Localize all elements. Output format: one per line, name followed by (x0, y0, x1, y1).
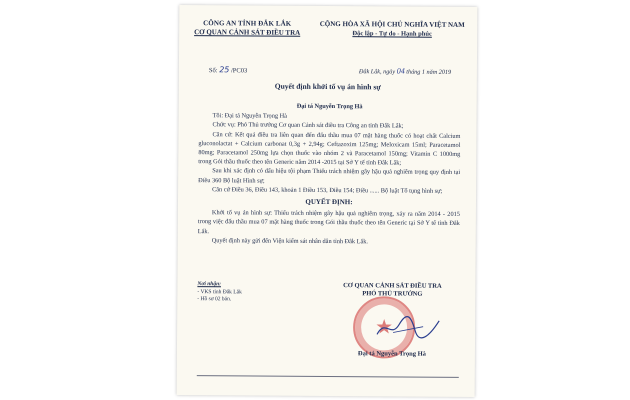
date-day: 04 (396, 66, 405, 76)
recipients-label: Nơi nhận: (197, 281, 222, 288)
footnotes (197, 375, 459, 384)
document-body (198, 101, 461, 247)
paragraph-finding: Sau khi xác định có dấu hiệu tội phạm Thiếu trách nhiệm gây hậu quả nghiêm trọng quy định tại Điều 360 Bộ luật Hình sự; (198, 167, 461, 185)
paragraph-decision: Khởi tố vụ án hình sự: Thiếu trách nhiệm gây hậu quả nghiêm trọng, xảy ra năm 2014 - 2015 trong việc đấu thầu mua 07 mặt hàng thuốc trong Gói thầu thuốc theo tên Generic tại Sở Y tế tỉnh Đắk Lắk. (197, 209, 460, 235)
paragraph-position: Chức vụ: Phó Thủ trưởng Cơ quan Cảnh sát điều tra Công an tỉnh Đắk Lắk; (212, 121, 404, 130)
paragraph-send-to: Quyết định này gửi đến Viện kiểm sát nhân dân tỉnh Đắk Lắk. (211, 237, 369, 246)
sign-position: PHÓ THỦ TRƯỞNG (362, 290, 423, 298)
document-number (209, 65, 247, 74)
date-place: Đắk Lắk, ngày (358, 68, 396, 76)
motto: Độc lập - Tự do - Hạnh phúc (352, 30, 432, 38)
signature-block (317, 282, 468, 359)
agency-line-1: CÔNG AN TỈNH ĐẮK LẮK (203, 19, 292, 28)
number-value: 25 (219, 65, 230, 75)
agency-line-2: CƠ QUAN CẢNH SÁT ĐIỀU TRA (194, 28, 301, 37)
paragraph-toi: Tôi: Đại tá Nguyễn Trọng Hà (212, 112, 287, 120)
document-title: Quyết định khởi tố vụ án hình sự (274, 81, 381, 92)
document-date (359, 66, 451, 76)
date-rest: tháng 1 năm 2019 (406, 68, 452, 76)
sign-name: Đại tá Nguyễn Trọng Hà (357, 350, 426, 358)
number-prefix: Số: (208, 67, 218, 75)
number-suffix: /PC03 (230, 67, 248, 75)
recipient-1: - VKS tỉnh Đắk Lắk (197, 288, 242, 295)
recipient-2: - Hồ sơ 02 bản. (197, 296, 232, 303)
sign-agency: CƠ QUAN CẢNH SÁT ĐIỀU TRA (343, 282, 442, 290)
country-name: CỘNG HÒA XÃ HỘI CHỦ NGHĨA VIỆT NAM (319, 19, 465, 29)
issuing-agency (187, 19, 307, 38)
recipients (197, 281, 287, 304)
form-code (470, 9, 471, 14)
paragraph-basis: Căn cứ: Kết quả điều tra liên quan đến đấu thầu mua 07 mặt hàng thuốc có hoạt chất Calcium gluconolactat + Calcium carbonat 0,3g + 2,94g; Ceftazoxim 125mg; Meloxicam 15ml; Paracetamol 80mg; Paracetamol 250mg lựa chọn thuốc vào nhóm 2 và Paracetamol 150mg; Vitamin C 1000mg trong Gói thầu thuốc theo tên Generic năm 2014 -2015 tại Sở Y tế tỉnh Đắk Lắk; (198, 130, 461, 167)
signer-heading: Đại tá Nguyễn Trọng Hà (296, 102, 363, 111)
seal-star-icon: ★ (375, 314, 394, 339)
national-motto (311, 20, 473, 39)
document-page (177, 5, 478, 397)
paragraph-legal-basis: Căn cứ Điều 36, Điều 143, khoản 1 Điều 153, Điều 154; Điều ...... Bộ luật Tố tụng hình sự; (212, 186, 443, 195)
decision-heading: QUYẾT ĐỊNH: (305, 197, 353, 207)
